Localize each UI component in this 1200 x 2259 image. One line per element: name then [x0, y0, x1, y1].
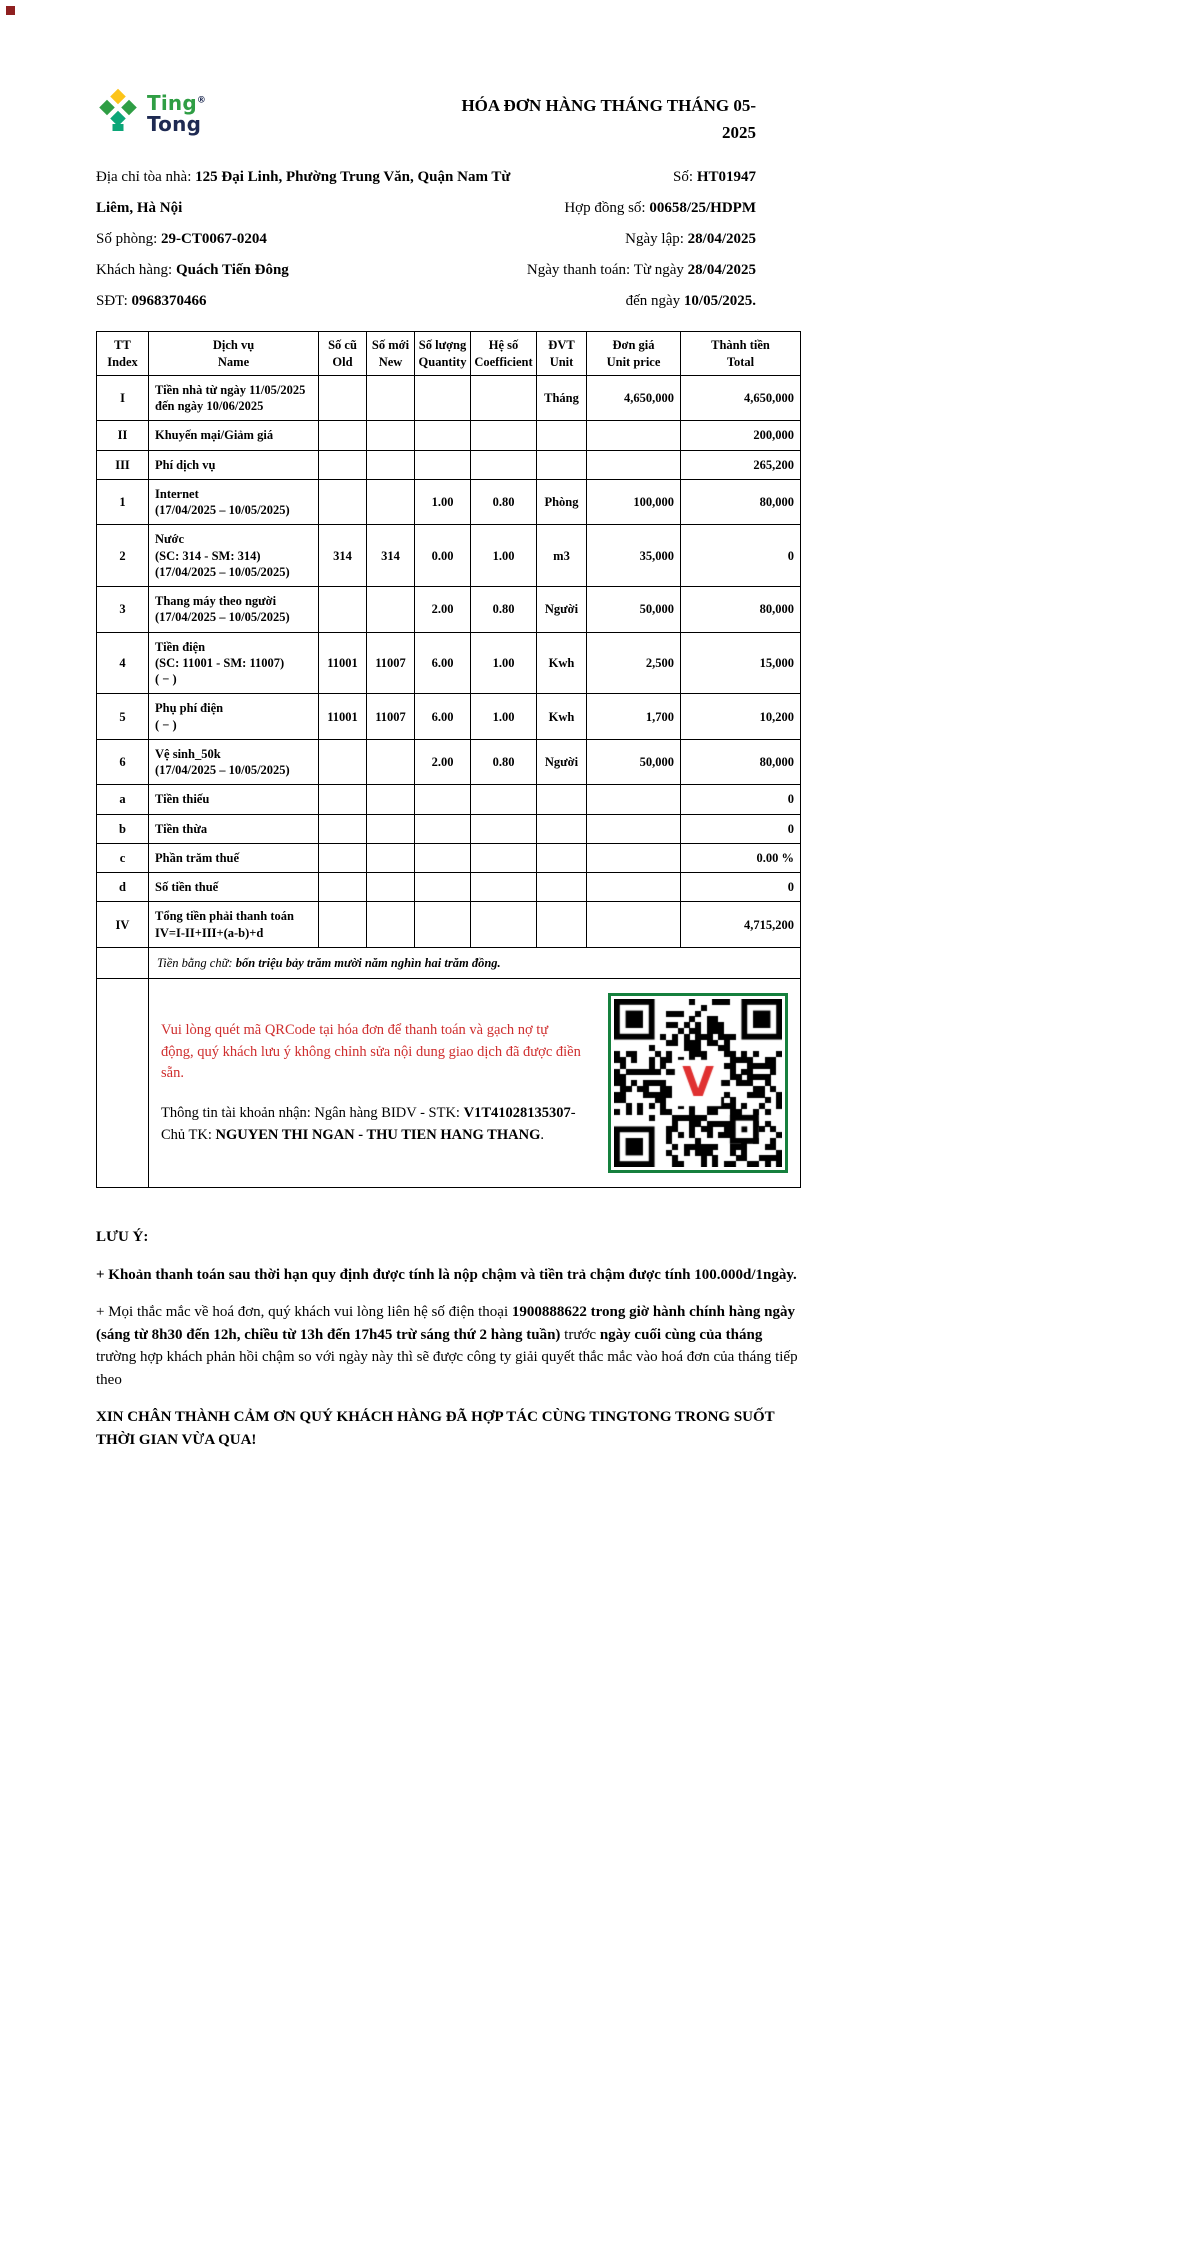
cell-unit: m3: [537, 525, 587, 587]
logo-text-tong: Tong: [147, 111, 202, 136]
room-label: Số phòng:: [96, 231, 158, 248]
tingtong-logo-icon: [96, 88, 140, 139]
contact-deadline: ngày cuối cùng của tháng: [599, 1326, 763, 1343]
cell-new: [367, 450, 415, 479]
cell-total: 0: [681, 814, 801, 843]
cell-new: [367, 873, 415, 902]
payment-period-mid: đến ngày: [625, 293, 681, 310]
column-header: Số mới New: [367, 332, 415, 376]
cell-total: 0: [681, 525, 801, 587]
cell-total: 0: [681, 873, 801, 902]
address-value: 125 Đại Linh, Phường Trung Văn, Quận Nam Từ Liêm, Hà Nội: [96, 169, 511, 217]
cell-unit: Tháng: [537, 375, 587, 421]
phone-label: SĐT:: [96, 293, 128, 310]
cell-qty: 1.00: [415, 479, 471, 525]
table-row: [97, 843, 801, 872]
cell-total: 0: [681, 785, 801, 814]
cell-total: 0.00 %: [681, 843, 801, 872]
cell-old: [319, 479, 367, 525]
table-row: [97, 421, 801, 450]
cell-empty: [97, 979, 149, 1188]
cell-new: [367, 375, 415, 421]
cell-price: [587, 450, 681, 479]
cell-tt: b: [97, 814, 149, 843]
table-row: [97, 873, 801, 902]
contract-number: [524, 193, 756, 224]
cell-qty: 6.00: [415, 694, 471, 740]
address-label: Địa chỉ tòa nhà:: [96, 169, 192, 186]
amount-in-words-label: Tiền bằng chữ:: [157, 955, 233, 970]
column-header: TT Index: [97, 332, 149, 376]
cell-tt: d: [97, 873, 149, 902]
cell-coef: 1.00: [471, 525, 537, 587]
cell-old: 11001: [319, 632, 367, 694]
table-row: [97, 479, 801, 525]
cell-total: 15,000: [681, 632, 801, 694]
account-holder: NGUYEN THI NGAN - THU TIEN HANG THANG: [215, 1126, 541, 1143]
cell-price: [587, 902, 681, 948]
cell-unit: [537, 814, 587, 843]
cell-price: 35,000: [587, 525, 681, 587]
customer-name: [96, 255, 524, 286]
cell-price: 1,700: [587, 694, 681, 740]
invoice-table-head-row: [97, 332, 801, 376]
invoice-table-head: [97, 332, 801, 376]
cell-coef: [471, 902, 537, 948]
phone-value: 0968370466: [131, 293, 207, 310]
cell-qty: 0.00: [415, 525, 471, 587]
cell-name: Phí dịch vụ: [149, 450, 319, 479]
room-value: 29-CT0067-0204: [161, 231, 267, 248]
cell-name: Nước (SC: 314 - SM: 314) (17/04/2025 – 10/05/2025): [149, 525, 319, 587]
customer-value: Quách Tiến Đông: [175, 262, 289, 279]
invoice-table-footer: [97, 947, 801, 1187]
column-header: Số lượng Quantity: [415, 332, 471, 376]
cell-tt: c: [97, 843, 149, 872]
cell-qty: 6.00: [415, 632, 471, 694]
qr-payment-notice: Vui lòng quét mã QRCode tại hóa đơn để thanh toán và gạch nợ tự động, quý khách lưu ý không chỉnh sửa nội dung giao dịch đã được điền sẵn.: [161, 1021, 581, 1082]
cell-qty: [415, 902, 471, 948]
cell-new: [367, 814, 415, 843]
amount-in-words-row: [97, 947, 801, 978]
cell-coef: [471, 814, 537, 843]
cell-qty: [415, 785, 471, 814]
cell-coef: 0.80: [471, 739, 537, 785]
column-header: Dịch vụ Name: [149, 332, 319, 376]
account-number: V1T41028135307: [463, 1105, 571, 1121]
table-row: [97, 525, 801, 587]
cell-tt: IV: [97, 902, 149, 948]
issue-date-value: 28/04/2025: [687, 231, 756, 248]
cell-old: [319, 814, 367, 843]
cell-empty: [97, 947, 149, 978]
hotline-number: 1900888622: [511, 1304, 587, 1321]
cell-qty: [415, 843, 471, 872]
qr-code: [614, 999, 782, 1167]
cell-old: [319, 843, 367, 872]
contact-hours: trong giờ hành chính hàng ngày (sáng từ 8h30 đến 12h, chiều từ 13h đến 17h45 trừ sáng thứ 2 hàng tuần): [96, 1304, 795, 1343]
cell-unit: [537, 421, 587, 450]
bank-account-info: [161, 1103, 582, 1147]
table-row: [97, 375, 801, 421]
cell-tt: II: [97, 421, 149, 450]
cell-tt: 3: [97, 587, 149, 633]
cell-coef: [471, 375, 537, 421]
cell-unit: Người: [537, 587, 587, 633]
cell-name: Số tiền thuế: [149, 873, 319, 902]
logo-text-ting: Ting: [147, 91, 197, 116]
header-row: [96, 88, 800, 146]
payment-cell: [149, 979, 801, 1188]
meta-info: [96, 162, 800, 317]
late-payment-note: + Khoản thanh toán sau thời hạn quy định được tính là nộp chậm và tiền trả chậm được tính 100.000d/1ngày.: [96, 1266, 797, 1283]
cell-name: Phần trăm thuế: [149, 843, 319, 872]
cell-price: 4,650,000: [587, 375, 681, 421]
account-mid: - Chủ TK:: [161, 1105, 576, 1143]
cell-coef: [471, 785, 537, 814]
column-header: Hệ số Coefficient: [471, 332, 537, 376]
amount-in-words-value: bốn triệu bảy trăm mười năm nghìn hai trăm đồng.: [235, 955, 501, 970]
table-row: [97, 902, 801, 948]
invoice-table: [96, 331, 801, 1188]
cell-coef: 1.00: [471, 694, 537, 740]
room-number: [96, 224, 524, 255]
contact-mid: trước: [564, 1326, 597, 1343]
invoice-content: [96, 0, 800, 1451]
cell-new: [367, 479, 415, 525]
cell-price: 50,000: [587, 587, 681, 633]
contract-label: Hợp đồng số:: [564, 200, 646, 217]
account-prefix: Thông tin tài khoản nhận: Ngân hàng BIDV - STK:: [161, 1105, 460, 1121]
cell-new: [367, 902, 415, 948]
cell-old: [319, 739, 367, 785]
issue-date: [524, 224, 756, 255]
table-row: [97, 814, 801, 843]
column-header: Thành tiền Total: [681, 332, 801, 376]
cell-coef: [471, 421, 537, 450]
cell-qty: [415, 450, 471, 479]
cell-total: 80,000: [681, 479, 801, 525]
cell-new: [367, 843, 415, 872]
meta-left: [96, 162, 524, 317]
cell-tt: 5: [97, 694, 149, 740]
payment-instructions: [161, 994, 586, 1173]
cell-unit: [537, 785, 587, 814]
notes-heading: LƯU Ý:: [96, 1229, 149, 1246]
meta-right: [524, 162, 800, 317]
cell-tt: 6: [97, 739, 149, 785]
cell-new: [367, 587, 415, 633]
cell-tt: I: [97, 375, 149, 421]
cell-tt: a: [97, 785, 149, 814]
customer-label: Khách hàng:: [96, 262, 173, 279]
cell-total: 4,715,200: [681, 902, 801, 948]
customer-phone: [96, 286, 524, 317]
cell-price: [587, 421, 681, 450]
cell-qty: [415, 375, 471, 421]
cell-old: 314: [319, 525, 367, 587]
qr-code-frame: [608, 993, 788, 1173]
cell-name: Vệ sinh_50k (17/04/2025 – 10/05/2025): [149, 739, 319, 785]
cell-tt: III: [97, 450, 149, 479]
cell-price: [587, 785, 681, 814]
cell-coef: 0.80: [471, 479, 537, 525]
cell-new: 314: [367, 525, 415, 587]
cell-qty: [415, 421, 471, 450]
cell-name: Tiền điện (SC: 11001 - SM: 11007) ( − ): [149, 632, 319, 694]
cell-tt: 2: [97, 525, 149, 587]
cell-total: 80,000: [681, 739, 801, 785]
cell-price: [587, 814, 681, 843]
column-header: Số cũ Old: [319, 332, 367, 376]
account-suffix: .: [540, 1126, 544, 1143]
payment-period-label: Ngày thanh toán: Từ ngày: [526, 262, 684, 279]
cell-name: Tiền nhà từ ngày 11/05/2025 đến ngày 10/06/2025: [149, 375, 319, 421]
cell-qty: 2.00: [415, 739, 471, 785]
cell-total: 80,000: [681, 587, 801, 633]
cell-new: [367, 785, 415, 814]
cell-coef: [471, 450, 537, 479]
cell-price: [587, 843, 681, 872]
cell-old: [319, 450, 367, 479]
cell-old: 11001: [319, 694, 367, 740]
cell-coef: [471, 843, 537, 872]
cell-total: 265,200: [681, 450, 801, 479]
cell-new: 11007: [367, 694, 415, 740]
cell-coef: 0.80: [471, 587, 537, 633]
cell-name: Thang máy theo người (17/04/2025 – 10/05/2025): [149, 587, 319, 633]
cell-old: [319, 421, 367, 450]
cell-unit: [537, 873, 587, 902]
cell-coef: 1.00: [471, 632, 537, 694]
tingtong-logo: [96, 88, 206, 139]
cell-tt: 1: [97, 479, 149, 525]
tingtong-wordmark: [147, 93, 206, 134]
table-row: [97, 632, 801, 694]
invoice-number-value: HT01947: [696, 169, 756, 186]
cell-name: Tổng tiền phải thanh toán IV=I-II+III+(a-b)+d: [149, 902, 319, 948]
table-row: [97, 739, 801, 785]
cell-qty: [415, 873, 471, 902]
payment-from-date: 28/04/2025: [687, 262, 756, 279]
contact-prefix: + Mọi thắc mắc về hoá đơn, quý khách vui lòng liên hệ số điện thoại: [96, 1304, 509, 1321]
cell-unit: Người: [537, 739, 587, 785]
cell-total: 10,200: [681, 694, 801, 740]
cell-name: Khuyến mại/Giảm giá: [149, 421, 319, 450]
cell-name: Phụ phí điện ( − ): [149, 694, 319, 740]
cell-old: [319, 587, 367, 633]
thank-you-note: XIN CHÂN THÀNH CẢM ƠN QUÝ KHÁCH HÀNG ĐÃ HỢP TÁC CÙNG TINGTONG TRONG SUỐT THỜI GIAN VỪA QUA!: [96, 1409, 775, 1448]
table-row: [97, 694, 801, 740]
cell-unit: [537, 450, 587, 479]
cell-price: 2,500: [587, 632, 681, 694]
cell-old: [319, 375, 367, 421]
cell-qty: [415, 814, 471, 843]
issue-date-label: Ngày lập:: [625, 231, 684, 248]
contract-value: 00658/25/HDPM: [649, 200, 756, 217]
registered-mark: ®: [196, 95, 207, 106]
cell-tt: 4: [97, 632, 149, 694]
payment-to-date: 10/05/2025.: [683, 293, 756, 310]
cell-price: [587, 873, 681, 902]
table-row: [97, 450, 801, 479]
cell-total: 200,000: [681, 421, 801, 450]
corner-marker: [6, 6, 15, 15]
cell-name: Internet (17/04/2025 – 10/05/2025): [149, 479, 319, 525]
payment-row: [97, 979, 801, 1188]
contact-note: [96, 1301, 800, 1391]
column-header: ĐVT Unit: [537, 332, 587, 376]
contact-suffix: trường hợp khách phản hồi chậm so với ngày này thì sẽ được công ty giải quyết thắc mắc vào hoá đơn của tháng tiếp theo: [96, 1349, 798, 1388]
table-row: [97, 587, 801, 633]
invoice-table-body: [97, 375, 801, 947]
cell-total: 4,650,000: [681, 375, 801, 421]
cell-new: [367, 421, 415, 450]
cell-name: Tiền thiếu: [149, 785, 319, 814]
amount-in-words: [149, 947, 801, 978]
cell-coef: [471, 873, 537, 902]
cell-price: 100,000: [587, 479, 681, 525]
invoice-number-label: Số:: [673, 169, 694, 186]
cell-price: 50,000: [587, 739, 681, 785]
cell-unit: Kwh: [537, 632, 587, 694]
invoice-number: [524, 162, 756, 193]
cell-unit: [537, 843, 587, 872]
cell-unit: [537, 902, 587, 948]
cell-old: [319, 902, 367, 948]
cell-new: 11007: [367, 632, 415, 694]
column-header: Đơn giá Unit price: [587, 332, 681, 376]
cell-new: [367, 739, 415, 785]
cell-qty: 2.00: [415, 587, 471, 633]
cell-unit: Kwh: [537, 694, 587, 740]
cell-old: [319, 785, 367, 814]
footer-notes: [96, 1226, 800, 1451]
building-address: [96, 162, 524, 224]
invoice-title: HÓA ĐƠN HÀNG THÁNG THÁNG 05-2025: [461, 96, 756, 143]
cell-name: Tiền thừa: [149, 814, 319, 843]
cell-old: [319, 873, 367, 902]
table-row: [97, 785, 801, 814]
payment-period: [524, 255, 756, 317]
cell-unit: Phòng: [537, 479, 587, 525]
